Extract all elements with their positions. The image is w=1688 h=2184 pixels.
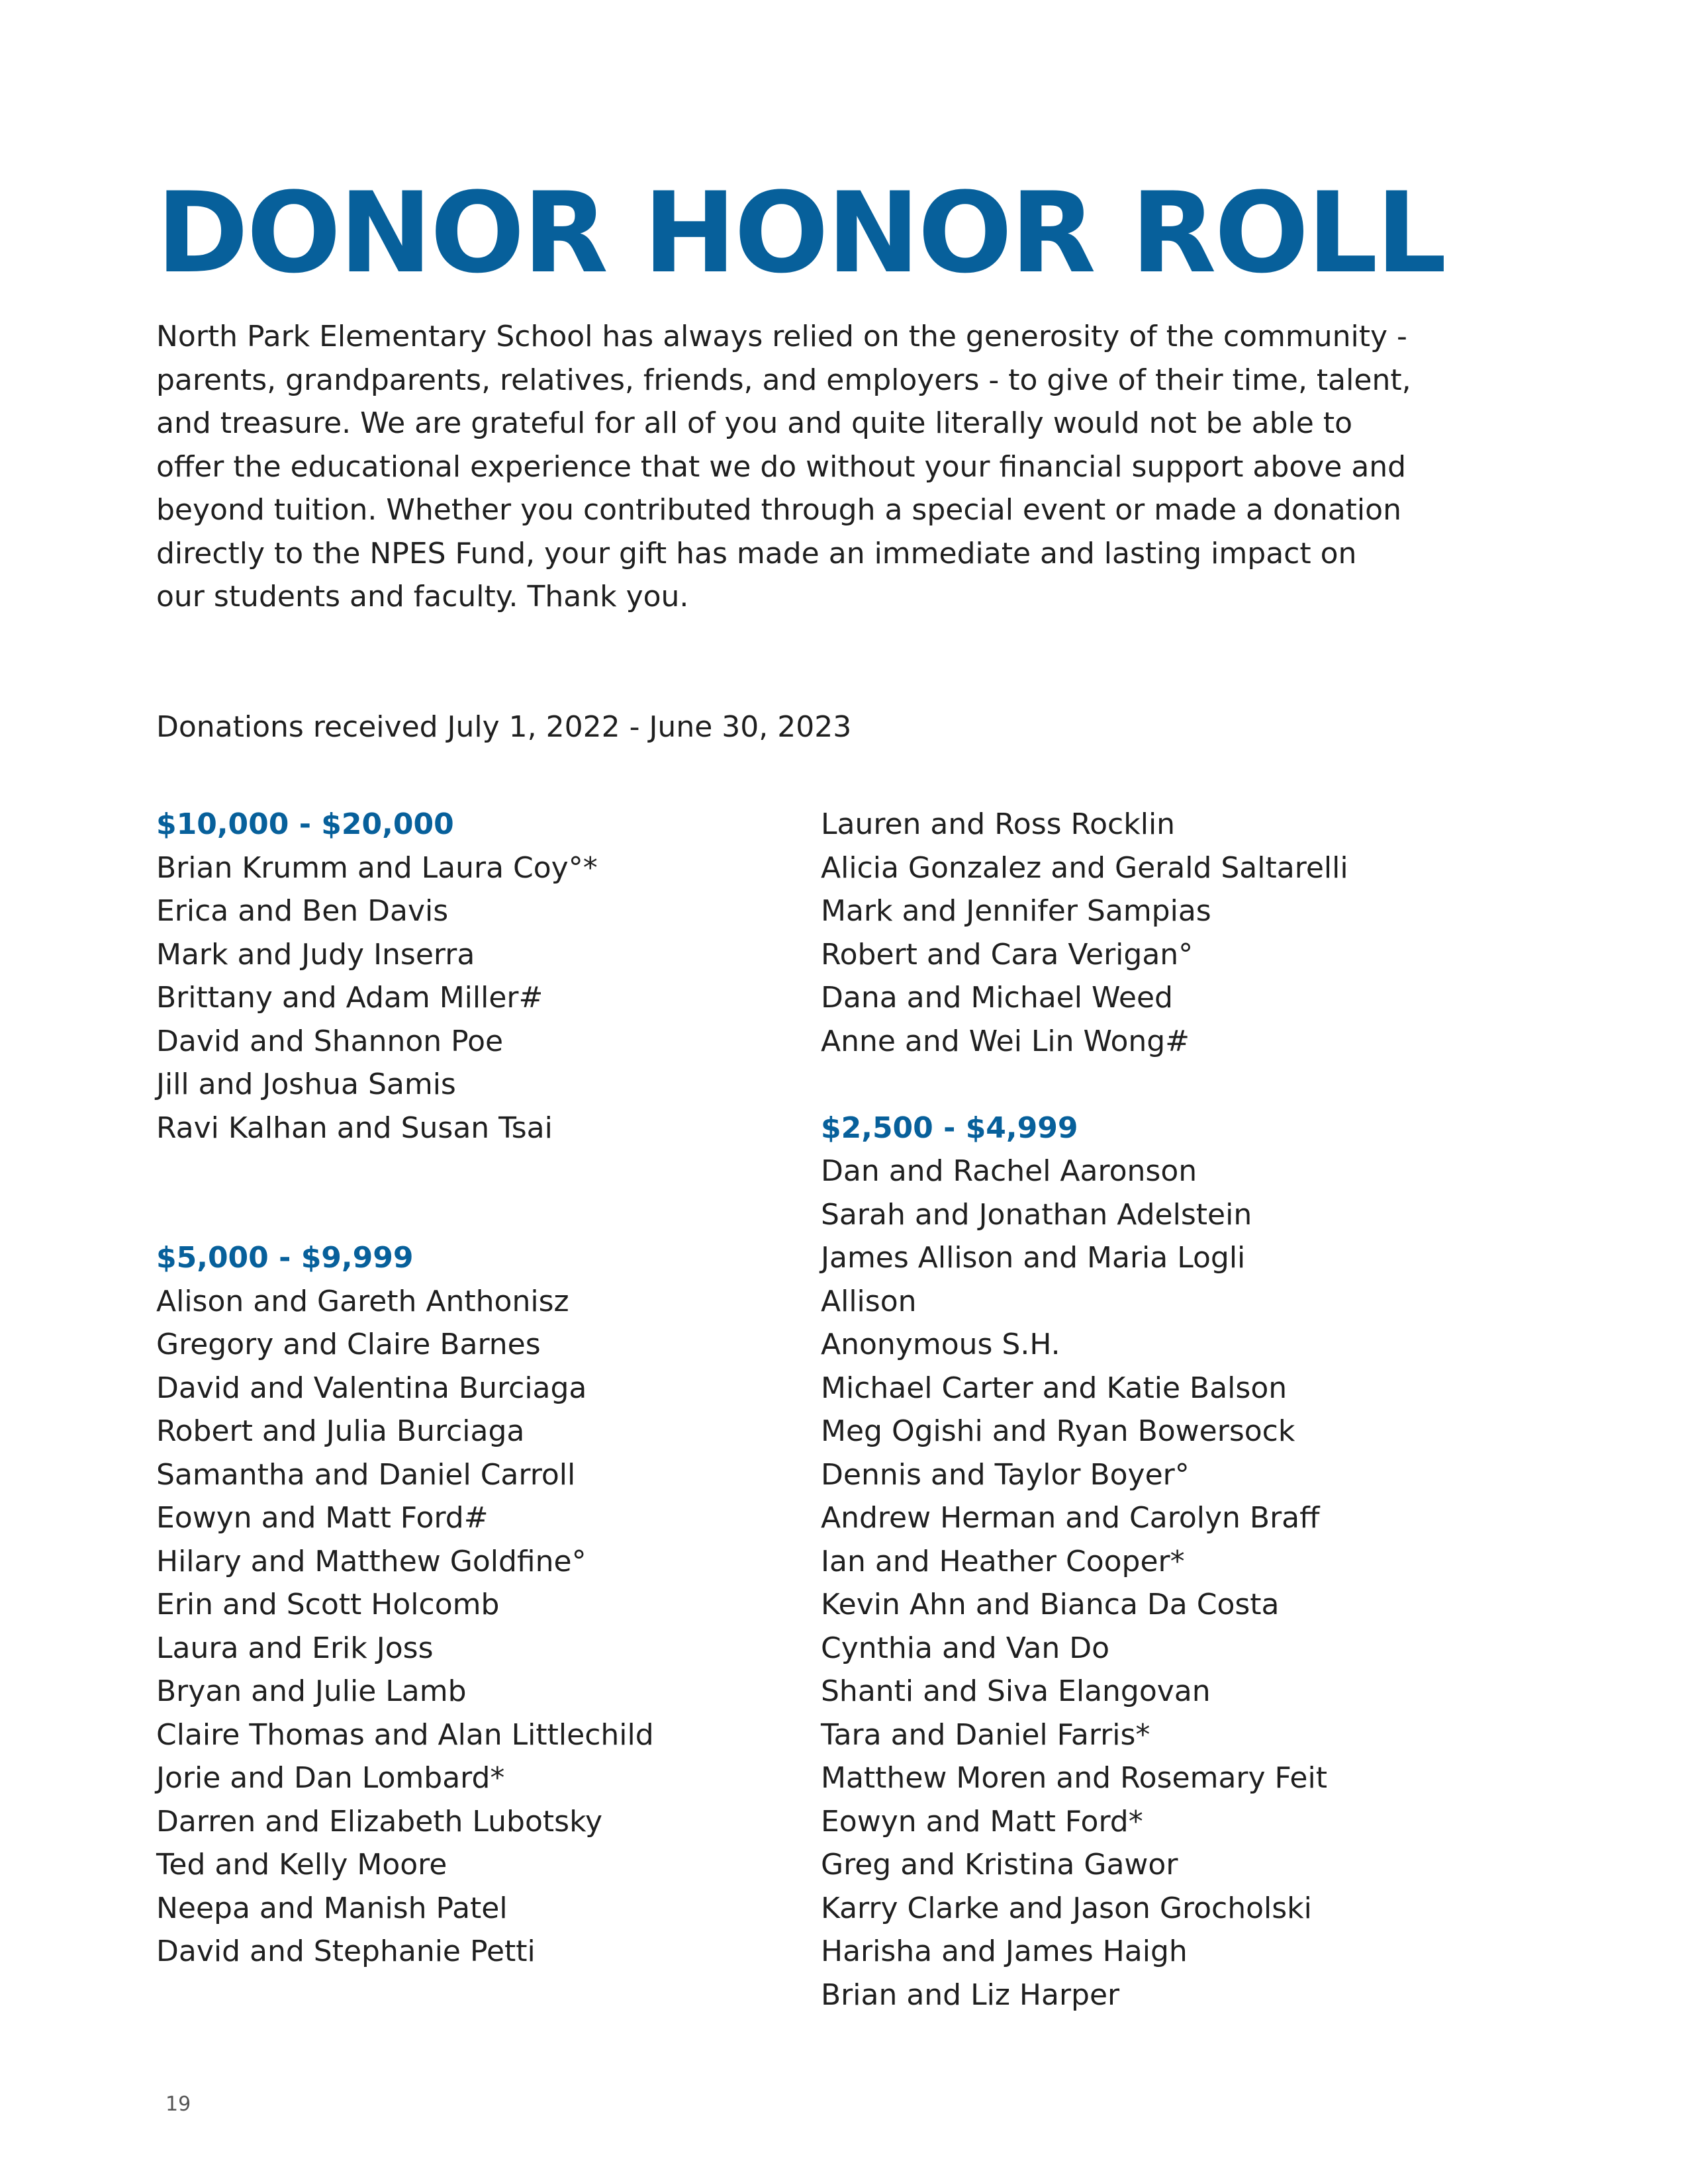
section-spacer [156, 1150, 792, 1236]
donor-column-left [156, 803, 792, 1974]
donor-name: Matthew Moren and Rosemary Feit [821, 1761, 1327, 1795]
donor-name: David and Valentina Burciaga [156, 1371, 587, 1405]
donor-name: Lauren and Ross Rocklin [821, 807, 1176, 841]
donor-name: Bryan and Julie Lamb [156, 1674, 467, 1708]
donor-name: James Allison and Maria Logli [821, 1241, 1246, 1275]
donor-name: Harisha and James Haigh [821, 1934, 1188, 1968]
donor-name: Alison and Gareth Anthonisz [156, 1284, 569, 1318]
donor-name: Michael Carter and Katie Balson [821, 1371, 1288, 1405]
donor-name: Kevin Ahn and Bianca Da Costa [821, 1588, 1280, 1621]
donor-name: Ted and Kelly Moore [156, 1848, 447, 1882]
section-spacer [821, 1063, 1483, 1107]
donor-name: Alicia Gonzalez and Gerald Saltarelli [821, 850, 1348, 885]
donor-name: Dan and Rachel Aaronson [821, 1154, 1197, 1188]
donor-name: David and Shannon Poe [156, 1024, 504, 1058]
donor-name: Brittany and Adam Miller# [156, 981, 543, 1015]
donor-name: Jorie and Dan Lombard* [156, 1761, 505, 1795]
donor-name: Robert and Julia Burciaga [156, 1414, 525, 1448]
donor-name: Jill and Joshua Samis [156, 1068, 456, 1101]
donor-name: Allison [821, 1284, 917, 1318]
donor-name: Neepa and Manish Patel [156, 1891, 508, 1925]
donor-name: Mark and Judy Inserra [156, 937, 475, 972]
donor-name: Greg and Kristina Gawor [821, 1848, 1178, 1882]
donor-list-5000 [156, 1280, 792, 1974]
donor-name: Robert and Cara Verigan° [821, 937, 1194, 972]
tier-heading-5000: $5,000 - $9,999 [156, 1241, 414, 1275]
donor-name: Anne and Wei Lin Wong# [821, 1024, 1190, 1058]
donor-name: Ravi Kalhan and Susan Tsai [156, 1111, 553, 1145]
date-range: Donations received July 1, 2022 - June 30, 2023 [156, 710, 852, 744]
donor-name: Ian and Heather Cooper* [821, 1544, 1185, 1578]
page-title: DONOR HONOR ROLL [156, 168, 1445, 298]
donor-list-5000-continued [821, 803, 1483, 1063]
donor-name: Darren and Elizabeth Lubotsky [156, 1804, 603, 1839]
donor-name: Laura and Erik Joss [156, 1631, 434, 1665]
donor-name: Hilary and Matthew Goldfine° [156, 1544, 586, 1578]
donor-name: Cynthia and Van Do [821, 1631, 1110, 1665]
donor-name: Tara and Daniel Farris* [821, 1717, 1150, 1752]
donor-name: Gregory and Claire Barnes [156, 1328, 541, 1361]
donor-name: Sarah and Jonathan Adelstein [821, 1197, 1252, 1232]
tier-heading-2500: $2,500 - $4,999 [821, 1111, 1078, 1145]
donor-name: Brian Krumm and Laura Coy°* [156, 850, 598, 885]
intro-text: North Park Elementary School has always relied on the generosity of the community - parents, grandparents, relatives, friends, and employers - to give of their time, talent, and treasure. We are grateful for all of you and quite literally would not be able to offer the educational experience that we do without your financial support above and beyond tuition. Whether you contributed through a special event or made a donation directly to the NPES Fund, your gift has made an immediate and lasting impact on our students and faculty. Thank you. [156, 320, 1411, 614]
donor-name: Erica and Ben Davis [156, 894, 449, 928]
donor-list-2500 [821, 1150, 1483, 2017]
donor-name: Meg Ogishi and Ryan Bowersock [821, 1414, 1295, 1448]
donor-name: Anonymous S.H. [821, 1328, 1060, 1361]
donor-name: Dana and Michael Weed [821, 981, 1173, 1015]
intro-paragraph [156, 315, 1414, 619]
donor-list-10000 [156, 846, 792, 1150]
donor-name: Claire Thomas and Alan Littlechild [156, 1717, 654, 1752]
donor-name: Dennis and Taylor Boyer° [821, 1457, 1190, 1492]
tier-heading-10000: $10,000 - $20,000 [156, 807, 454, 841]
donor-name: Erin and Scott Holcomb [156, 1588, 500, 1621]
donor-name: David and Stephanie Petti [156, 1934, 536, 1968]
donor-name: Samantha and Daniel Carroll [156, 1457, 576, 1492]
donor-name: Mark and Jennifer Sampias [821, 894, 1211, 928]
donor-name: Brian and Liz Harper [821, 1978, 1120, 2012]
donor-name: Eowyn and Matt Ford* [821, 1804, 1143, 1839]
donor-name: Andrew Herman and Carolyn Braff [821, 1501, 1320, 1535]
donor-name: Karry Clarke and Jason Grocholski [821, 1891, 1312, 1925]
donor-name: Shanti and Siva Elangovan [821, 1674, 1211, 1708]
donor-column-right [821, 803, 1483, 2017]
donor-name: Eowyn and Matt Ford# [156, 1501, 489, 1535]
page-number: 19 [165, 2093, 191, 2116]
